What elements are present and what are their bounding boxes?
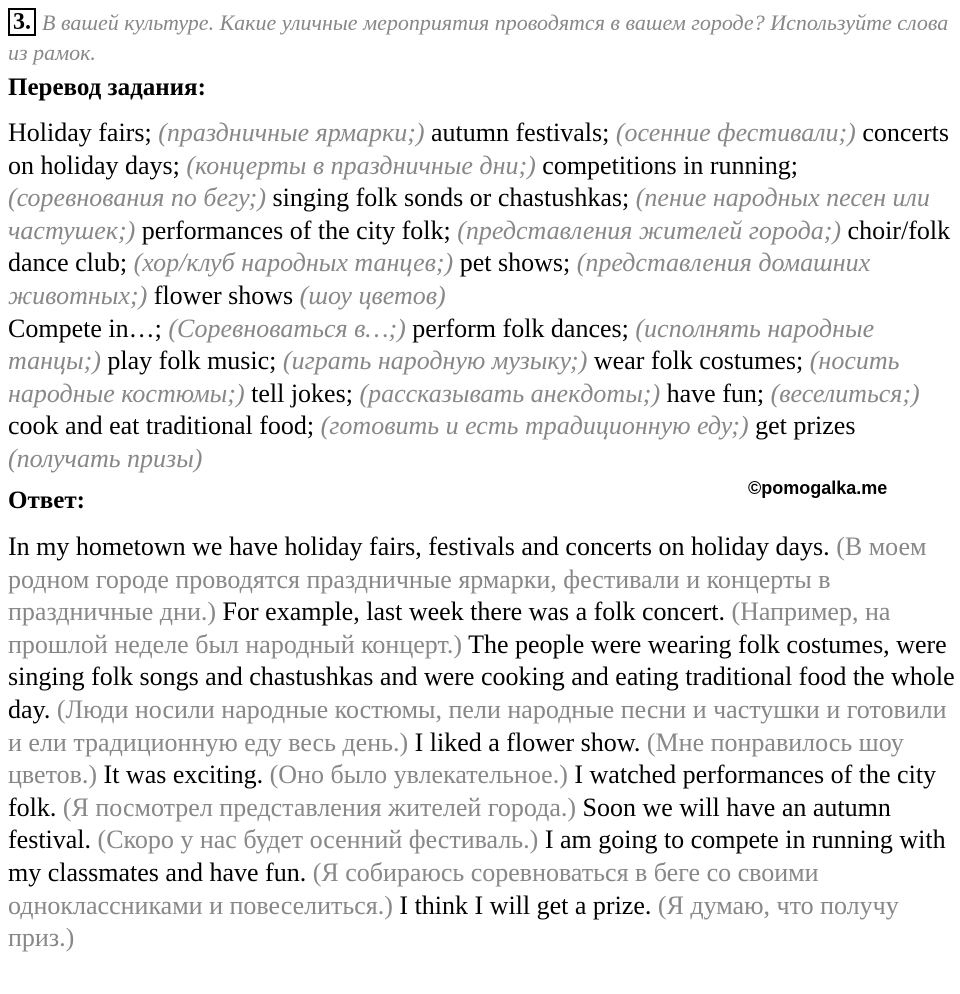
answer-en: For example, last week there was a folk concert. (222, 597, 725, 627)
answer-ru: (Я собираюсь соревноваться в беге со своими одноклассниками и повеселиться.) (8, 857, 819, 920)
vocab-ru: (хор/клуб народных танцев;) (133, 248, 454, 278)
vocab-en: pet shows; (459, 248, 571, 278)
translation-heading: Перевод задания: (8, 74, 206, 101)
vocab-en: flower shows (153, 280, 294, 310)
vocab-ru: (представления домашних животных;) (8, 248, 871, 310)
answer-heading: Ответ: (8, 487, 85, 514)
answer-ru: (Скоро у нас будет осенний фестиваль.) (97, 825, 539, 855)
vocab-ru: (исполнять народные танцы;) (8, 313, 875, 376)
vocab-ru: (получать призы) (8, 443, 203, 473)
vocab-en: concerts on holiday days; (8, 118, 949, 180)
answer-en: I liked a flower show. (414, 727, 641, 757)
vocab-ru: (осенние фестивали;) (615, 118, 856, 147)
vocab-ru: (шоу цветов) (299, 280, 446, 310)
vocab-ru: (готовить и есть традиционную еду;) (320, 411, 749, 441)
task-instruction (8, 8, 953, 68)
answer-en: In my hometown we have holiday fairs, festivals and concerts on holiday days. (8, 532, 830, 561)
watermark: ©pomogalka.me (748, 478, 888, 498)
vocab-en: autumn festivals; (431, 118, 610, 147)
answer-en: Soon we will have an autumn festival. (8, 792, 891, 855)
vocab-en: get prizes (755, 411, 856, 441)
answer-en: I watched performances of the city folk. (8, 760, 937, 822)
answer-ru: (Я думаю, что получу приз.) (8, 890, 899, 953)
vocabulary-paragraph (8, 117, 956, 476)
vocab-en: Compete in…; (8, 313, 162, 343)
answer-ru: (Я посмотрел представления жителей города.) (62, 792, 577, 822)
vocab-ru: (концерты в праздничные дни;) (186, 150, 536, 180)
vocab-ru: (играть народную музыку;) (282, 346, 588, 376)
vocab-en: tell jokes; (251, 378, 353, 408)
vocab-ru: (представления жителей города;) (457, 215, 842, 245)
answer-ru: (Оно было увлекательное.) (269, 760, 568, 790)
vocab-en: cook and eat traditional food; (8, 411, 315, 441)
answer-ru: (Например, на прошлой неделе был народный концерт.) (8, 597, 891, 659)
answer-ru: (Люди носили народные костюмы, пели народные песни и частушки и готовили и ели традиционную еду весь день.) (8, 694, 947, 757)
answer-ru: (Мне понравилось шоу цветов.) (8, 727, 904, 790)
vocab-en: wear folk costumes; (593, 346, 804, 376)
vocab-ru: (носить народные костюмы;) (8, 346, 900, 408)
vocab-ru: (пение народных песен или частушек;) (8, 183, 930, 245)
answer-en: I think I will get a prize. (399, 890, 652, 920)
vocab-en: Holiday fairs; (8, 118, 152, 147)
answer-paragraph (8, 531, 956, 955)
answer-en: I am going to compete in running with my classmates and have fun. (8, 825, 946, 887)
vocab-en: performances of the city folk; (141, 215, 451, 245)
vocab-en: choir/folk dance club; (8, 215, 951, 278)
task-text: В вашей культуре. Какие уличные мероприятия проводятся в вашем городе? Используйте слова из рамок. (8, 10, 949, 65)
vocab-en: singing folk sonds or chastushkas; (272, 183, 630, 213)
vocab-ru: (Соревноваться в…;) (168, 313, 406, 343)
task-number: 3. (8, 8, 36, 36)
vocab-ru: (праздничные ярмарки;) (158, 118, 425, 147)
answer-en: The people were wearing folk costumes, were singing folk songs and chastushkas and were cooking and eating traditional food the whole day. (8, 629, 955, 724)
vocab-ru: (рассказывать анекдоты;) (359, 378, 661, 408)
vocab-en: have fun; (666, 378, 765, 408)
answer-en: It was exciting. (103, 760, 264, 790)
vocab-ru: (соревнования по бегу;) (8, 183, 266, 213)
vocab-en: play folk music; (107, 346, 277, 376)
vocab-en: competitions in running; (542, 150, 798, 180)
vocab-ru: (веселиться;) (770, 378, 920, 408)
answer-ru: (В моем родном городе проводятся праздничные ярмарки, фестивали и концерты в праздничные дни.) (8, 532, 927, 627)
vocab-en: perform folk dances; (412, 313, 629, 343)
